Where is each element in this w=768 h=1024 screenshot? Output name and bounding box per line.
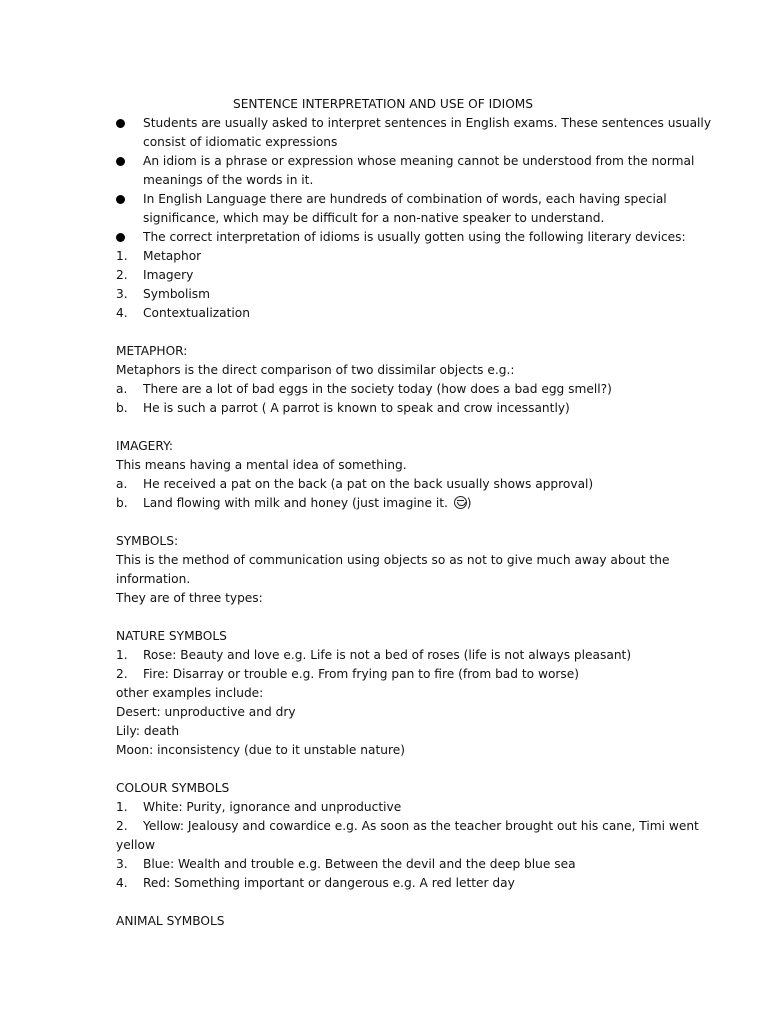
blank-line <box>116 893 656 912</box>
section-heading-symbols: SYMBOLS: <box>116 534 179 548</box>
blank-line <box>116 513 656 532</box>
bullet-item-continuation: consist of idiomatic expressions <box>143 135 338 149</box>
section-heading-animal-symbols: ANIMAL SYMBOLS <box>116 914 225 928</box>
section-heading-imagery: IMAGERY: <box>116 439 173 453</box>
numbered-item: 3. Blue: Wealth and trouble e.g. Between the devil and the deep blue sea <box>116 857 576 871</box>
text-line: other examples include: <box>116 686 264 700</box>
numbered-item: 2. Yellow: Jealousy and cowardice e.g. As soon as the teacher brought out his cane, Timi went <box>116 819 699 833</box>
example-item: a. He received a pat on the back (a pat on the back usually shows approval) <box>116 477 594 491</box>
text-line: Desert: unproductive and dry <box>116 705 296 719</box>
device-list-item: 2. Imagery <box>116 268 194 282</box>
example-item: b. Land flowing with milk and honey (just imagine it. ) <box>116 496 472 510</box>
blank-line <box>116 608 656 627</box>
bullet-item: In English Language there are hundreds of combination of words, each having special <box>116 190 656 209</box>
blank-line <box>116 760 656 779</box>
bullet-item-continuation: significance, which may be difficult for a non-native speaker to understand. <box>143 211 605 225</box>
blank-line <box>116 323 656 342</box>
device-list-item: 3. Symbolism <box>116 287 211 301</box>
example-item: a. There are a lot of bad eggs in the society today (how does a bad egg smell?) <box>116 382 612 396</box>
section-description: They are of three types: <box>116 591 263 605</box>
device-list-item: 1. Metaphor <box>116 249 202 263</box>
numbered-item-continuation: yellow <box>116 838 155 852</box>
device-list-item: 4. Contextualization <box>116 306 250 320</box>
section-heading-nature-symbols: NATURE SYMBOLS <box>116 629 227 643</box>
laughing-emoji-icon <box>454 496 467 509</box>
section-description: This is the method of communication using objects so as not to give much away about the <box>116 553 670 567</box>
numbered-item: 4. Red: Something important or dangerous e.g. A red letter day <box>116 876 515 890</box>
numbered-item: 2. Fire: Disarray or trouble e.g. From frying pan to fire (from bad to worse) <box>116 667 580 681</box>
blank-line <box>116 418 656 437</box>
document-title: SENTENCE INTERPRETATION AND USE OF IDIOMS <box>232 97 534 111</box>
text-line: Moon: inconsistency (due to it unstable nature) <box>116 743 405 757</box>
section-description: information. <box>116 572 191 586</box>
numbered-item: 1. Rose: Beauty and love e.g. Life is not a bed of roses (life is not always pleasant) <box>116 648 632 662</box>
section-heading-colour-symbols: COLOUR SYMBOLS <box>116 781 230 795</box>
numbered-item: 1. White: Purity, ignorance and unproductive <box>116 800 402 814</box>
bullet-item: The correct interpretation of idioms is usually gotten using the following literary devices: <box>116 228 656 247</box>
example-item: b. He is such a parrot ( A parrot is known to speak and crow incessantly) <box>116 401 570 415</box>
bullet-icon <box>116 233 125 242</box>
bullet-item-continuation: meanings of the words in it. <box>143 173 314 187</box>
section-description: Metaphors is the direct comparison of two dissimilar objects e.g.: <box>116 363 515 377</box>
section-description: This means having a mental idea of something. <box>116 458 407 472</box>
section-heading-metaphor: METAPHOR: <box>116 344 188 358</box>
text-line: Lily: death <box>116 724 180 738</box>
bullet-item: An idiom is a phrase or expression whose meaning cannot be understood from the normal <box>116 152 656 171</box>
bullet-item: Students are usually asked to interpret sentences in English exams. These sentences usually <box>116 114 656 133</box>
document-body <box>116 95 712 931</box>
bullet-icon <box>116 157 125 166</box>
bullet-icon <box>116 195 125 204</box>
bullet-icon <box>116 119 125 128</box>
